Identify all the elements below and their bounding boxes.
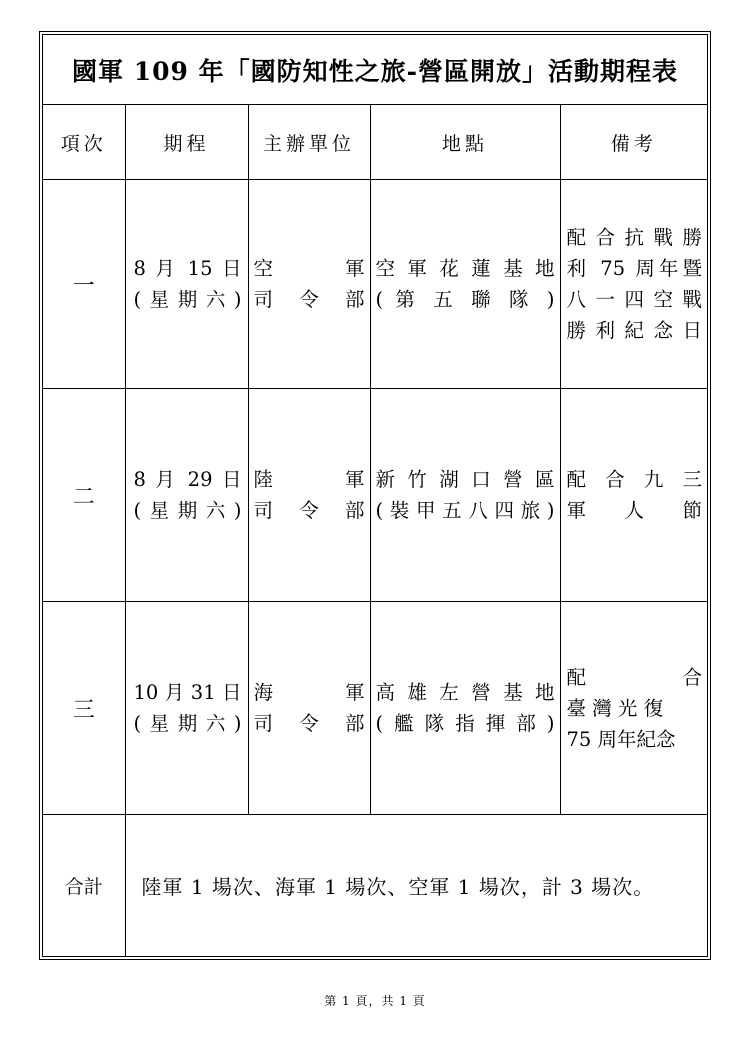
- remarks-line: 75 周年紀念: [566, 727, 676, 751]
- header-location: [370, 105, 560, 180]
- remarks-line: 臺 灣 光 復: [566, 696, 664, 720]
- weekday-line: (星期六): [133, 288, 242, 311]
- table-row: [43, 180, 707, 389]
- header-index-label: 項次: [60, 132, 107, 155]
- row-location: [370, 602, 560, 815]
- table-row: [43, 602, 707, 815]
- weekday-line: (星期六): [133, 712, 242, 735]
- header-date-label: 期程: [163, 132, 210, 155]
- header-date: [125, 105, 248, 180]
- location-line: 空軍花蓮基地: [375, 257, 555, 280]
- weekday-line: (星期六): [133, 499, 242, 522]
- date-line: 10 月 31 日: [133, 681, 242, 704]
- table-row: [43, 389, 707, 602]
- row-remarks: [560, 180, 707, 389]
- header-location-label: 地點: [441, 132, 488, 155]
- row-index: 二: [43, 389, 125, 602]
- organizer-line: 司 令 部: [253, 499, 365, 522]
- organizer-line: 司 令 部: [253, 288, 365, 311]
- date-line: 8 月 15 日: [133, 257, 242, 280]
- schedule-table: [43, 35, 707, 956]
- organizer-line: 海 軍: [253, 681, 365, 704]
- organizer-line: 空 軍: [253, 257, 365, 280]
- header-row: [43, 105, 707, 180]
- summary-text: 陸軍 1 場次、海軍 1 場次、空軍 1 場次，計 3 場次。: [125, 815, 707, 957]
- remarks-line: 八一四空戰: [566, 288, 702, 311]
- location-line: (裝甲五八四旅): [375, 499, 555, 522]
- schedule-frame: [39, 31, 711, 960]
- row-date: [125, 180, 248, 389]
- row-remarks: [560, 389, 707, 602]
- remarks-line: 配 合: [566, 665, 702, 689]
- header-organizer: [248, 105, 370, 180]
- row-location: [370, 389, 560, 602]
- row-date: [125, 602, 248, 815]
- location-line: 高雄左營基地: [375, 681, 555, 704]
- row-date: [125, 389, 248, 602]
- location-line: 新竹湖口營區: [375, 468, 555, 491]
- page-number: 第 1 頁，共 1 頁: [324, 994, 426, 1008]
- summary-row: [43, 815, 707, 957]
- header-remarks: [560, 105, 707, 180]
- date-line: 8 月 29 日: [133, 468, 242, 491]
- remarks-line: 配合抗戰勝: [566, 226, 702, 249]
- header-remarks-label: 備考: [610, 132, 657, 155]
- remarks-line: 配 合 九 三: [566, 468, 702, 491]
- table-title: 國軍 109 年「國防知性之旅-營區開放」活動期程表: [43, 35, 707, 105]
- row-organizer: [248, 602, 370, 815]
- remarks-line: 利 75 周年暨: [566, 257, 702, 280]
- header-organizer-label: 主辦單位: [262, 132, 355, 155]
- summary-label: 合計: [43, 815, 125, 957]
- row-remarks: [560, 602, 707, 815]
- organizer-line: 陸 軍: [253, 468, 365, 491]
- remarks-line: 勝利紀念日: [566, 319, 702, 342]
- row-organizer: [248, 180, 370, 389]
- row-index: 一: [43, 180, 125, 389]
- organizer-line: 司 令 部: [253, 712, 365, 735]
- row-index: 三: [43, 602, 125, 815]
- header-index: [43, 105, 125, 180]
- location-line: ( 第 五 聯 隊 ): [375, 288, 555, 311]
- row-organizer: [248, 389, 370, 602]
- row-location: [370, 180, 560, 389]
- remarks-line: 軍 人 節: [566, 499, 702, 522]
- title-row: [43, 35, 707, 105]
- location-line: (艦隊指揮部): [375, 712, 555, 735]
